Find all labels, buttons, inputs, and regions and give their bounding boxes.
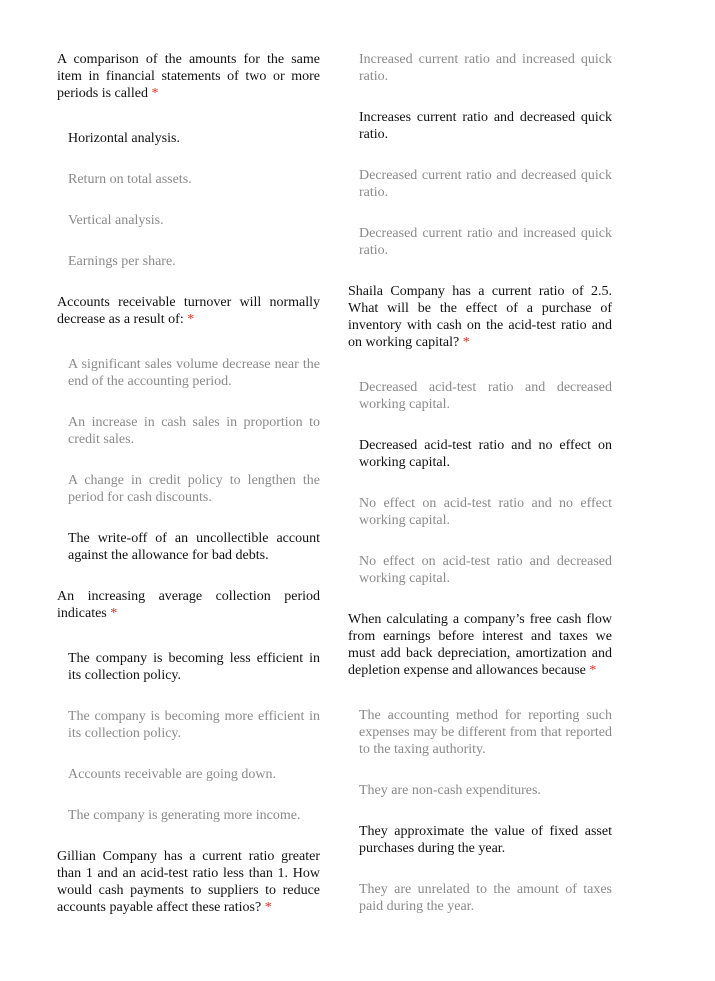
- question-text: Gillian Company has a current ratio greater than 1 and an acid-test ratio less than 1. How would cash payments to suppliers to reduce accounts payable affect these ratios? *: [57, 849, 320, 915]
- question-text: Accounts receivable turnover will normally decrease as a result of: *: [57, 295, 320, 327]
- question-2: [57, 294, 320, 564]
- option-cash-sales-increase[interactable]: An increase in cash sales in proportion to credit sales.: [68, 415, 320, 447]
- question-text: Shaila Company has a current ratio of 2.5. What will be the effect of a purchase of inventory with cash on the acid-test ratio and on working capital? *: [348, 284, 612, 350]
- option-earnings-per-share[interactable]: Earnings per share.: [68, 254, 176, 269]
- option-receivables-going-down[interactable]: Accounts receivable are going down.: [68, 767, 276, 782]
- question-text: When calculating a company’s free cash flow from earnings before interest and taxes we must add back depreciation, amortization and depletion expense and allowances because *: [348, 612, 612, 678]
- question-5: [348, 283, 612, 587]
- option-decreased-ratio-no-effect-capital[interactable]: Decreased acid-test ratio and no effect on working capital.: [359, 438, 612, 470]
- required-marker: *: [151, 86, 159, 101]
- option-no-effect-decreased-capital[interactable]: No effect on acid-test ratio and decreased working capital.: [359, 554, 612, 586]
- required-marker: *: [187, 312, 195, 327]
- option-sales-volume-decrease[interactable]: A significant sales volume decrease near the end of the accounting period.: [68, 357, 320, 389]
- option-fixed-asset-purchases[interactable]: They approximate the value of fixed asset purchases during the year.: [359, 824, 612, 856]
- question-text: An increasing average collection period indicates *: [57, 589, 320, 621]
- option-increased-increased[interactable]: Increased current ratio and increased quick ratio.: [359, 52, 612, 84]
- option-more-income[interactable]: The company is generating more income.: [68, 808, 301, 823]
- required-marker: *: [264, 900, 272, 915]
- option-no-effect-no-effect[interactable]: No effect on acid-test ratio and no effect working capital.: [359, 496, 612, 528]
- option-horizontal-analysis[interactable]: Horizontal analysis.: [68, 131, 180, 146]
- option-increases-decreased[interactable]: Increases current ratio and decreased quick ratio.: [359, 110, 612, 142]
- option-decreased-ratio-decreased-capital[interactable]: Decreased acid-test ratio and decreased working capital.: [359, 380, 612, 412]
- question-3: [57, 588, 320, 824]
- option-write-off[interactable]: The write-off of an uncollectible account against the allowance for bad debts.: [68, 531, 320, 563]
- required-marker: *: [462, 335, 470, 350]
- option-vertical-analysis[interactable]: Vertical analysis.: [68, 213, 164, 228]
- question-1: [57, 51, 320, 270]
- option-accounting-method[interactable]: The accounting method for reporting such expenses may be different from that reported to the taxing authority.: [359, 708, 612, 757]
- option-credit-policy-change[interactable]: A change in credit policy to lengthen the period for cash discounts.: [68, 473, 320, 505]
- question-6: [348, 611, 612, 915]
- option-decreased-decreased[interactable]: Decreased current ratio and decreased quick ratio.: [359, 168, 612, 200]
- option-return-on-total-assets[interactable]: Return on total assets.: [68, 172, 192, 187]
- question-4: [57, 848, 320, 916]
- option-more-efficient[interactable]: The company is becoming more efficient in its collection policy.: [68, 709, 320, 741]
- right-column: [348, 51, 612, 915]
- option-unrelated-to-taxes[interactable]: They are unrelated to the amount of taxes paid during the year.: [359, 882, 612, 914]
- required-marker: *: [110, 606, 118, 621]
- required-marker: *: [589, 663, 597, 678]
- option-decreased-increased[interactable]: Decreased current ratio and increased quick ratio.: [359, 226, 612, 258]
- question-4-options: [348, 51, 612, 259]
- question-text: A comparison of the amounts for the same item in financial statements of two or more periods is called *: [57, 52, 320, 101]
- option-non-cash[interactable]: They are non-cash expenditures.: [359, 783, 541, 798]
- option-less-efficient[interactable]: The company is becoming less efficient in its collection policy.: [68, 651, 320, 683]
- left-column: [57, 51, 320, 916]
